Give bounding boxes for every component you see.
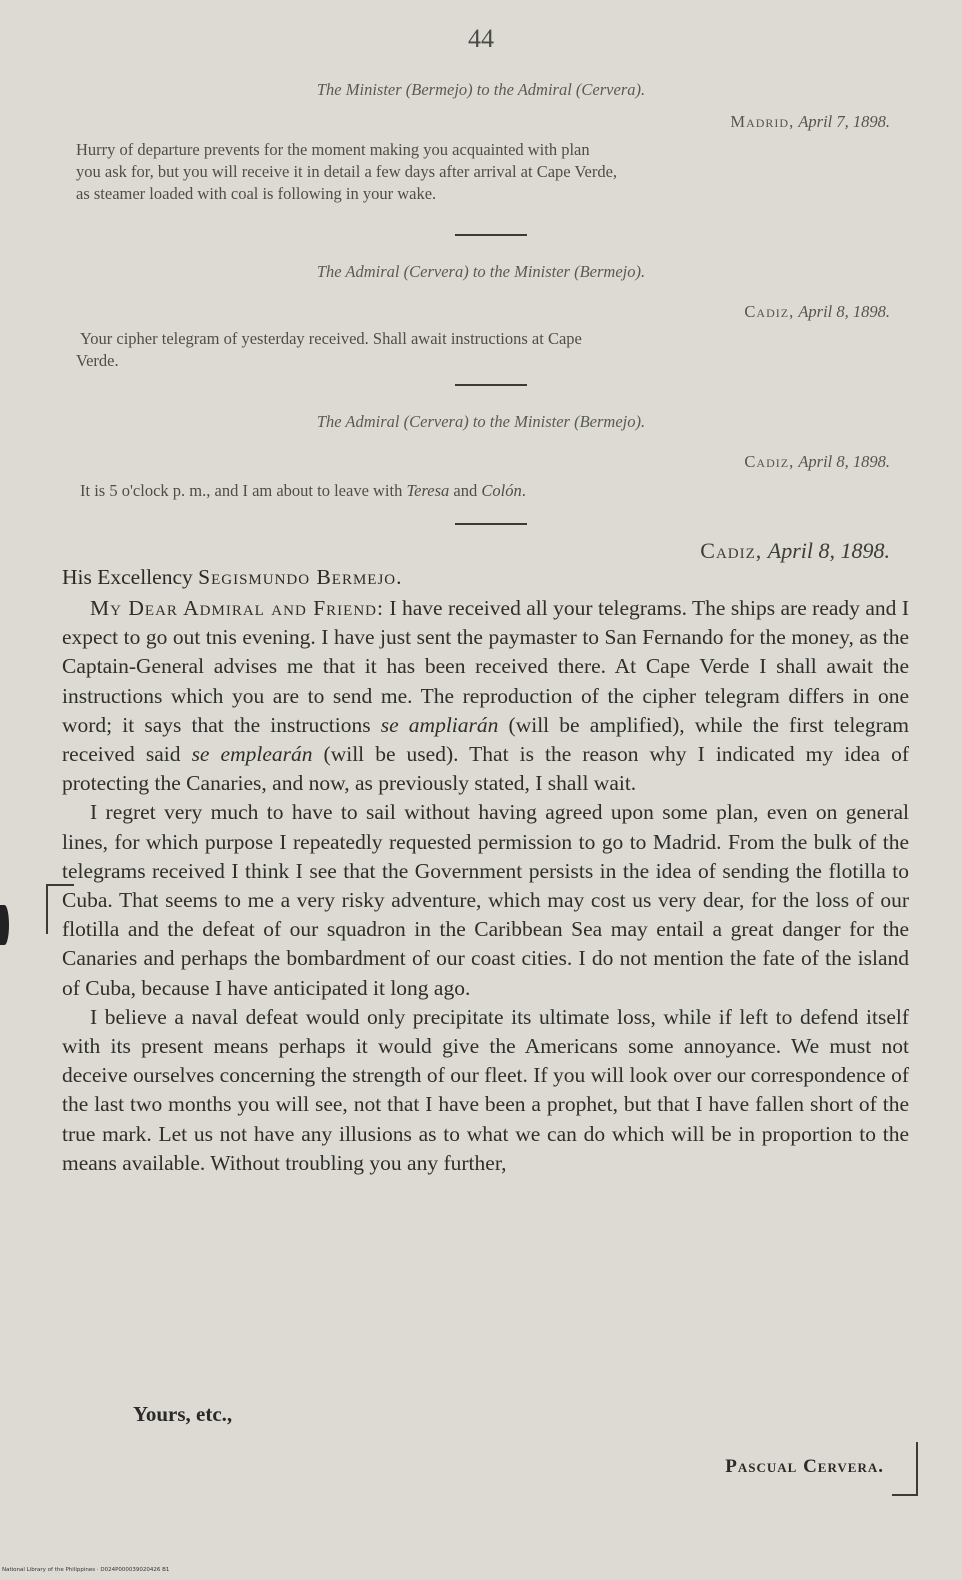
ship-name-teresa: Teresa <box>406 481 450 500</box>
telegram-1-line: Hurry of departure prevents for the moment making you acquainted with plan <box>76 140 590 159</box>
telegram-2-line: Verde. <box>76 351 119 370</box>
letter-paragraph-2: I regret very much to have to sail without having agreed upon some plan, even on general lines, for which purpose I repeatedly requested permission to go to Madrid. From the bulk of the telegrams received I think I see that the Government persists in the idea of sending the flotilla to Cuba. That seems to me a very risky adventure, which may cost us very dear, for the loss of our flotilla and the defeat of our squadron in the Caribbean Sea may entail a great danger for the Canaries and perhaps the bombardment of our coast cities. I do not mention the fate of the island of Cuba, because I have anticipated it long ago. <box>62 800 909 1000</box>
salutation: My Dear Admiral and Friend: <box>90 596 384 620</box>
telegram-3-text: . <box>521 481 526 500</box>
paragraph-text: (will be used). That is the reason why I indicated my idea of protecting the Canaries, and now, as previously stated, I shall wait. <box>62 742 909 796</box>
telegram-3-text: and <box>449 481 482 500</box>
telegram-2-place: Cadiz, <box>744 302 795 321</box>
telegram-2-body <box>76 328 912 372</box>
margin-bracket-mark <box>46 884 74 934</box>
addressee-prefix: His Excellency <box>62 565 199 589</box>
telegram-2-line: Your cipher telegram of yesterday received. Shall await instructions at Cape <box>80 329 582 348</box>
divider-rule <box>455 384 527 386</box>
margin-bracket-mark <box>892 1442 918 1496</box>
telegram-1-line: as steamer loaded with coal is following in your wake. <box>76 184 437 203</box>
telegram-1-line: you ask for, but you will receive it in detail a few days after arrival at Cape Verde, <box>76 162 618 181</box>
telegram-3-heading: The Admiral (Cervera) to the Minister (Bermejo). <box>316 412 646 431</box>
telegram-2-dateline <box>744 302 890 322</box>
telegram-3-body <box>80 480 916 502</box>
scan-footer: National Library of the Philippines · D024P000039020426 B1 <box>2 1567 170 1573</box>
spanish-term: se ampliarán <box>380 712 499 737</box>
telegram-1-dateline <box>730 112 890 132</box>
letter-place: Cadiz, <box>700 538 763 563</box>
page-number: 44 <box>468 24 494 53</box>
letter-paragraph-1 <box>62 594 909 798</box>
telegram-2-heading: The Admiral (Cervera) to the Minister (Bermejo). <box>316 262 646 281</box>
ship-name-colon: Colón <box>481 481 522 500</box>
divider-rule <box>455 234 527 236</box>
letter-dateline <box>700 538 890 564</box>
scan-edge-blot <box>0 905 9 945</box>
telegram-1-heading: The Minister (Bermejo) to the Admiral (Cervera). <box>316 80 646 99</box>
addressee-name: Segismundo Bermejo. <box>198 565 403 589</box>
spanish-term: se emplearán <box>191 742 313 767</box>
letter-signature: Pascual Cervera. <box>725 1456 884 1477</box>
telegram-1-body <box>76 139 912 205</box>
telegram-3-place: Cadiz, <box>744 452 795 471</box>
telegram-3-dateline <box>744 452 890 472</box>
letter-paragraph-3: I believe a naval defeat would only precipitate its ultimate loss, while if left to defend itself with its present means perhaps it would give the Americans some annoyance. We must not deceive ourselves concerning the strength of our fleet. If you will look over our correspondence of the last two months you will see, not that I have been a prophet, but that I have fallen short of the true mark. Let us not have any illusions as to what we can do which will be in proportion to the means available. Without troubling you any further, <box>62 1004 909 1175</box>
letter-body <box>62 594 909 1178</box>
telegram-1-place: Madrid, <box>730 112 795 131</box>
letter-closing: Yours, etc., <box>133 1402 233 1426</box>
paragraph-text: I have received all your telegrams. The ships are ready and I expect to go out tnis evening. I have just sent the paymaster to San Fernando for the money, as the Captain-General advises me that it has been received there. At Cape Verde I shall await the instructions which you are to send me. The reproduction of the cipher telegram differs in one word; it says that the instructions <box>62 596 909 737</box>
letter-date: April 8, 1898. <box>767 538 890 563</box>
paragraph-text: (will be amplified), while the first telegram received said <box>62 712 910 767</box>
telegram-3-text: It is 5 o'clock p. m., and I am about to leave with <box>80 481 407 500</box>
divider-rule <box>455 523 527 525</box>
letter-addressee <box>62 565 403 590</box>
telegram-2-date: April 8, 1898. <box>798 302 890 321</box>
telegram-3-date: April 8, 1898. <box>798 452 890 471</box>
telegram-1-date: April 7, 1898. <box>798 112 890 131</box>
